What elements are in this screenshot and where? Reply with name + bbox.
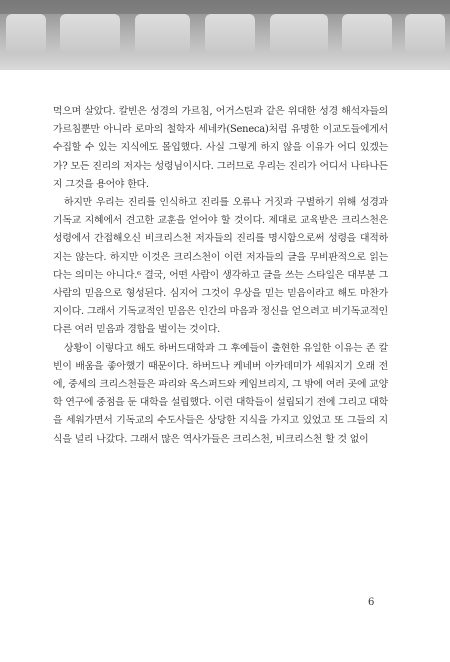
body-text xyxy=(53,103,388,449)
header-stone-block xyxy=(135,14,190,54)
header-stone-block xyxy=(205,14,255,54)
paragraph: 상황이 이렇다고 해도 하버드대학과 그 후예들이 출현한 유일한 이유는 존 칼빈이 배움을 좋아했기 때문이다. 하버드나 케네버 아카데미가 세워지기 오래 전에, 중세의 크리스천들은 파리와 옥스퍼드와 케임브리지, 그 밖에 여러 곳에 교양학 연구에 중점을 둔 대학을 설립했다. 이런 대학들이 설립되기 전에 그리고 대학을 세워가면서 기독교의 수도사들은 상당한 지식을 가지고 있었고 또 그들의 지식을 널리 나갔다. 그래서 많은 역사가들은 크리스천, 비크리스천 할 것 없이 xyxy=(53,342,388,445)
header-stone-block xyxy=(6,14,46,54)
header-stone-block xyxy=(342,14,392,54)
page-number: 6 xyxy=(368,597,375,608)
header-stone-block xyxy=(60,14,120,54)
header-stone-block xyxy=(405,14,445,54)
paragraph: 먹으며 살았다. 칼빈은 성경의 가르침, 어거스틴과 같은 위대한 성경 해석자들의 가르침뿐만 아니라 로마의 철학자 세네카(Seneca)처럼 유명한 이교도들에게서 수집할 수 있는 지식에도 몰입했다. 사실 그렇게 하지 않을 이유가 어디 있겠는가? 모든 진리의 저자는 성령님이시다. 그러므로 우리는 진리가 어디서 나타나든지 그것을 용어야 한다. xyxy=(53,106,388,190)
header-photo-band xyxy=(0,0,450,70)
header-stone-block xyxy=(270,14,328,54)
paragraph: 하지만 우리는 진리를 인식하고 진리를 오류나 거짓과 구별하기 위해 성경과 기독교 지혜에서 견고한 교훈을 얻어야 할 것이다. 제대로 교육받은 크리스천은 성령에서 간접해오신 비크리스천 저자들의 진리를 명시함으로써 성령을 대적하지는 않는다. 하지만 이것은 크리스천이 이런 저자들의 글을 무비판적으로 읽는다는 의미는 아니다.⁶ 결국, 어떤 사람이 생각하고 글을 쓰는 스타일은 대부분 그 사람의 믿음으로 형성된다. 심지어 그것이 우상을 믿는 믿음이라고 해도 마찬가지이다. 그래서 기독교적인 믿음은 인간의 마음과 정신을 얻으려고 비기독교적인 다른 여러 믿음과 경합을 벌이는 것이다. xyxy=(53,197,388,336)
header-shadow xyxy=(0,0,450,14)
